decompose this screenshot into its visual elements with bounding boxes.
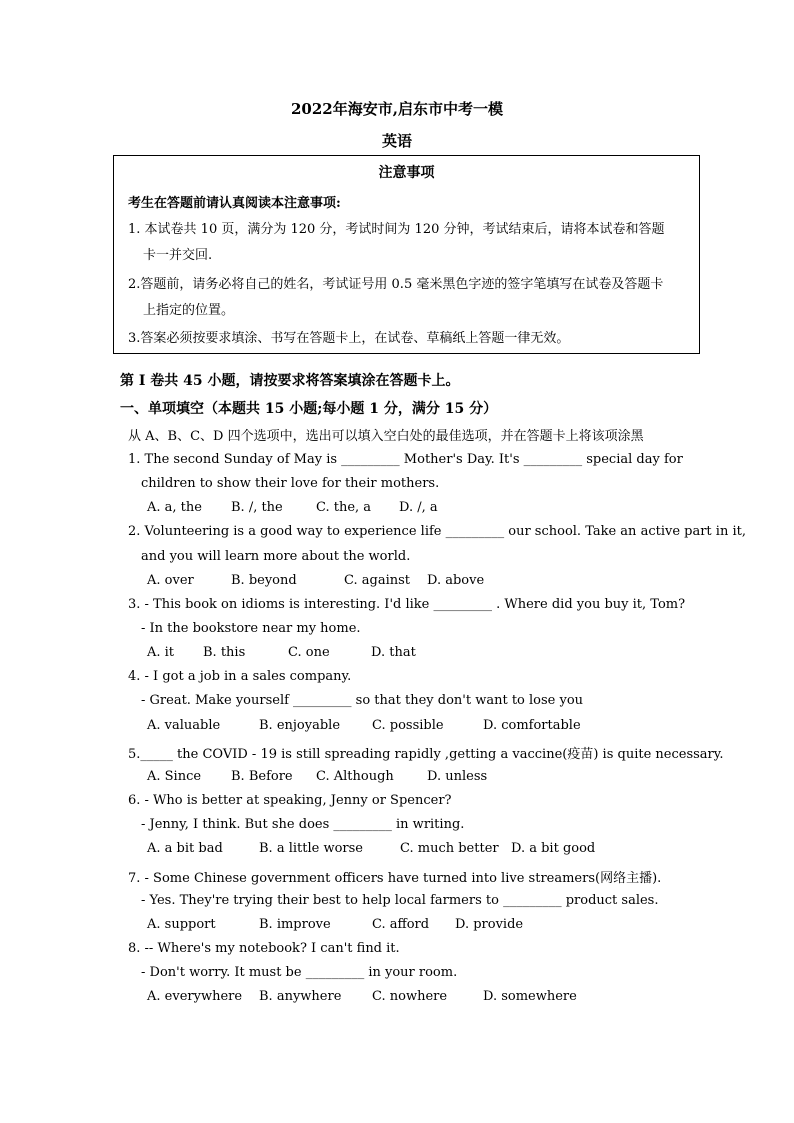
q3-option-a: A. it: [147, 645, 175, 660]
question-2-cont: and you will learn more about the world.: [141, 549, 411, 564]
question-6: 6. - Who is better at speaking, Jenny or Spencer?: [128, 793, 452, 808]
q6-option-a: A. a bit bad: [147, 841, 223, 856]
q8-option-c: C. nowhere: [372, 989, 448, 1004]
q5-option-d: D. unless: [427, 769, 488, 784]
q6-option-c: C. much better: [400, 841, 499, 856]
q2-option-b: B. beyond: [231, 573, 297, 588]
notice-item-1-cont: 卡一并交回.: [143, 248, 213, 263]
q2-option-d: D. above: [427, 573, 485, 588]
q4-option-b: B. enjoyable: [259, 718, 341, 733]
question-7: 7. - Some Chinese government officers have turned into live streamers(网络主播).: [128, 871, 662, 886]
q6-option-b: B. a little worse: [259, 841, 363, 856]
question-4: 4. - I got a job in a sales company.: [128, 669, 352, 684]
notice-intro: 考生在答题前请认真阅读本注意事项:: [128, 196, 341, 211]
q1-option-a: A. a, the: [147, 500, 202, 515]
notice-box: [113, 155, 700, 354]
q3-option-b: B. this: [203, 645, 246, 660]
q4-option-d: D. comfortable: [483, 718, 581, 733]
question-4-reply: - Great. Make yourself _________ so that they don't want to lose you: [141, 693, 584, 708]
q8-option-b: B. anywhere: [259, 989, 342, 1004]
notice-item-3: 3.答案必须按要求填涂、书写在答题卡上，在试卷、草稿纸上答题一律无效。: [128, 331, 570, 346]
notice-item-2-cont: 上指定的位置。: [143, 303, 235, 318]
subject-title: 英语: [381, 132, 412, 150]
notice-item-2: 2.答题前，请务必将自己的姓名，考试证号用 0.5 毫米黑色字迹的签字笔填写在试卷及答题卡: [128, 277, 664, 292]
question-5: 5._____ the COVID - 19 is still spreading rapidly ,getting a vaccine(疫苗) is quite necessary.: [128, 747, 724, 762]
section-title: 一、单项填空（本题共 15 小题;每小题 1 分，满分 15 分）: [120, 401, 498, 417]
question-1-cont: children to show their love for their mothers.: [141, 476, 440, 491]
q8-option-a: A. everywhere: [147, 989, 243, 1004]
q7-option-d: D. provide: [455, 917, 524, 932]
question-6-reply: - Jenny, I think. But she does _________ in writing.: [141, 817, 465, 832]
part-heading: 第 I 卷共 45 小题，请按要求将答案填涂在答题卡上。: [120, 373, 460, 389]
q2-option-a: A. over: [147, 573, 194, 588]
q5-option-b: B. Before: [231, 769, 293, 784]
q6-option-d: D. a bit good: [511, 841, 596, 856]
q1-option-d: D. /, a: [399, 500, 438, 515]
question-2: 2. Volunteering is a good way to experience life _________ our school. Take an active part in it,: [128, 524, 746, 539]
question-7-reply: - Yes. They're trying their best to help local farmers to _________ product sales.: [141, 893, 659, 908]
q8-option-d: D. somewhere: [483, 989, 577, 1004]
q2-option-c: C. against: [344, 573, 410, 588]
question-8-reply: - Don't worry. It must be _________ in your room.: [141, 965, 458, 980]
question-8: 8. -- Where's my notebook? I can't find it.: [128, 941, 400, 956]
q1-option-b: B. /, the: [231, 500, 283, 515]
q1-option-c: C. the, a: [316, 500, 372, 515]
q5-option-a: A. Since: [147, 769, 202, 784]
q7-option-c: C. afford: [372, 917, 430, 932]
q3-option-c: C. one: [288, 645, 330, 660]
q4-option-a: A. valuable: [147, 718, 221, 733]
q7-option-a: A. support: [147, 917, 216, 932]
notice-item-1: 1. 本试卷共 10 页，满分为 120 分，考试时间为 120 分钟，考试结束后，请将本试卷和答题: [128, 222, 665, 237]
section-instruction: 从 A、B、C、D 四个选项中，选出可以填入空白处的最佳选项，并在答题卡上将该项涂黑: [128, 429, 644, 444]
notice-heading: 注意事项: [378, 165, 435, 181]
question-3-reply: - In the bookstore near my home.: [141, 621, 361, 636]
q3-option-d: D. that: [371, 645, 416, 660]
question-1: 1. The second Sunday of May is _________ Mother's Day. It's _________ special day for: [128, 452, 683, 467]
q4-option-c: C. possible: [372, 718, 444, 733]
exam-title: 2022年海安市,启东市中考一模: [291, 100, 503, 118]
question-3: 3. - This book on idioms is interesting. I'd like _________ . Where did you buy it, Tom?: [128, 597, 686, 612]
q5-option-c: C. Although: [316, 769, 394, 784]
q7-option-b: B. improve: [259, 917, 331, 932]
